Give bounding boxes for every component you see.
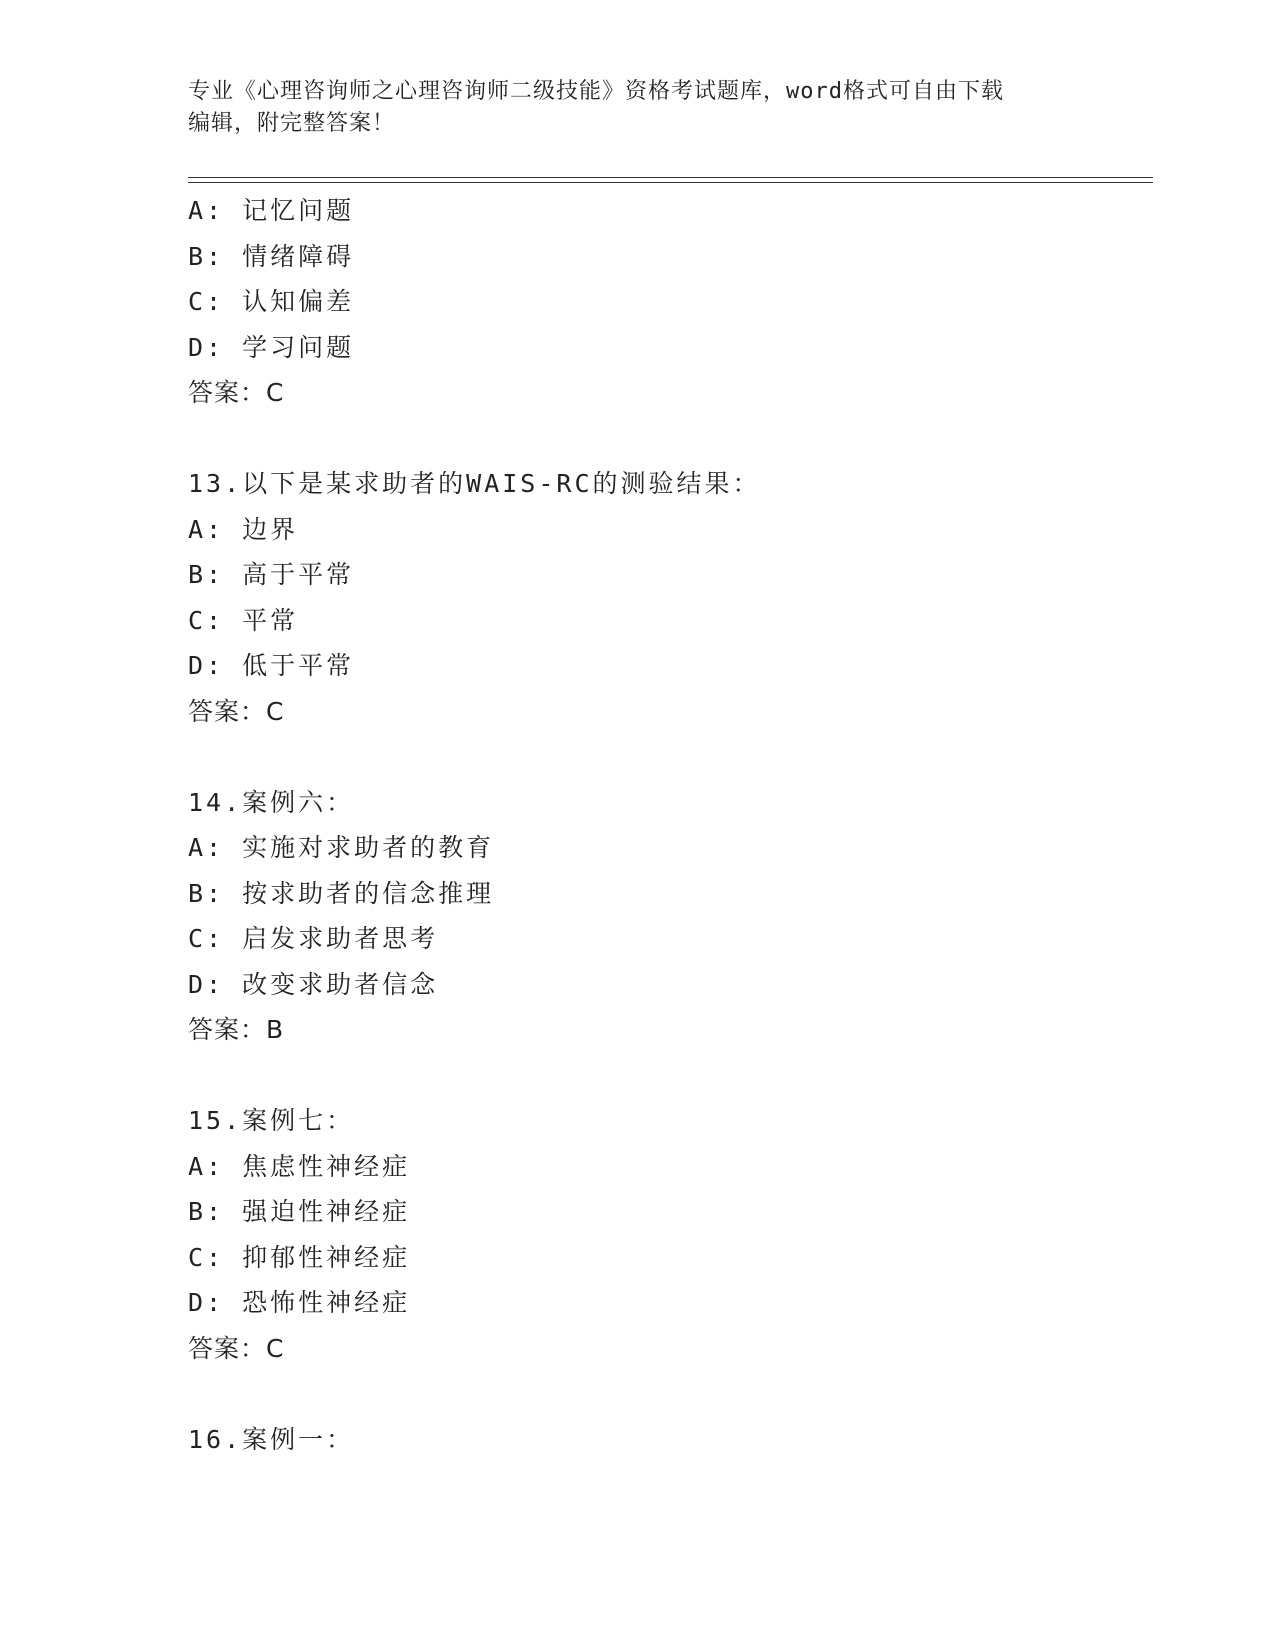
header-line-1: 专业《心理咨询师之心理咨询师二级技能》资格考试题库，word格式可自由下载 — [188, 79, 1004, 104]
question-stem: 13.以下是某求助者的WAIS-RC的测验结果： — [188, 469, 761, 498]
document-header — [188, 76, 1068, 140]
question-stem: 15.案例七： — [188, 1106, 355, 1135]
option-a: A: 边界 — [188, 514, 299, 544]
option-d: D: 学习问题 — [188, 332, 355, 362]
option-b: B: 按求助者的信念推理 — [188, 878, 495, 908]
question-13 — [188, 461, 1148, 734]
spacer — [188, 1053, 1148, 1099]
option-a: A: 实施对求助者的教育 — [188, 833, 495, 862]
option-b: B: 情绪障碍 — [188, 241, 355, 271]
spacer — [188, 1371, 1148, 1417]
question-16 — [188, 1417, 1148, 1463]
question-12 — [188, 188, 1148, 416]
option-d: D: 低于平常 — [188, 651, 355, 680]
option-b: B: 高于平常 — [188, 560, 355, 589]
answer: 答案：B — [188, 1015, 285, 1044]
spacer — [188, 734, 1148, 780]
option-c: C: 平常 — [188, 605, 299, 635]
option-b: B: 强迫性神经症 — [188, 1197, 411, 1226]
header-line-2: 编辑，附完整答案！ — [188, 111, 396, 136]
spacer — [188, 416, 1148, 462]
option-a: A: 焦虑性神经症 — [188, 1151, 411, 1181]
question-14 — [188, 780, 1148, 1053]
question-stem: 16.案例一： — [188, 1424, 355, 1454]
option-c: C: 认知偏差 — [188, 287, 355, 316]
header-divider-bottom — [188, 182, 1153, 183]
answer: 答案：C — [188, 378, 285, 407]
option-d: D: 改变求助者信念 — [188, 969, 439, 999]
answer: 答案：C — [188, 1333, 285, 1363]
option-a: A: 记忆问题 — [188, 196, 355, 225]
option-d: D: 恐怖性神经症 — [188, 1288, 411, 1317]
option-c: C: 启发求助者思考 — [188, 924, 439, 953]
question-list — [188, 188, 1148, 1462]
answer: 答案：C — [188, 696, 285, 726]
question-stem: 14.案例六： — [188, 787, 355, 817]
option-c: C: 抑郁性神经症 — [188, 1242, 411, 1272]
question-15 — [188, 1098, 1148, 1371]
header-divider-top — [188, 177, 1153, 178]
